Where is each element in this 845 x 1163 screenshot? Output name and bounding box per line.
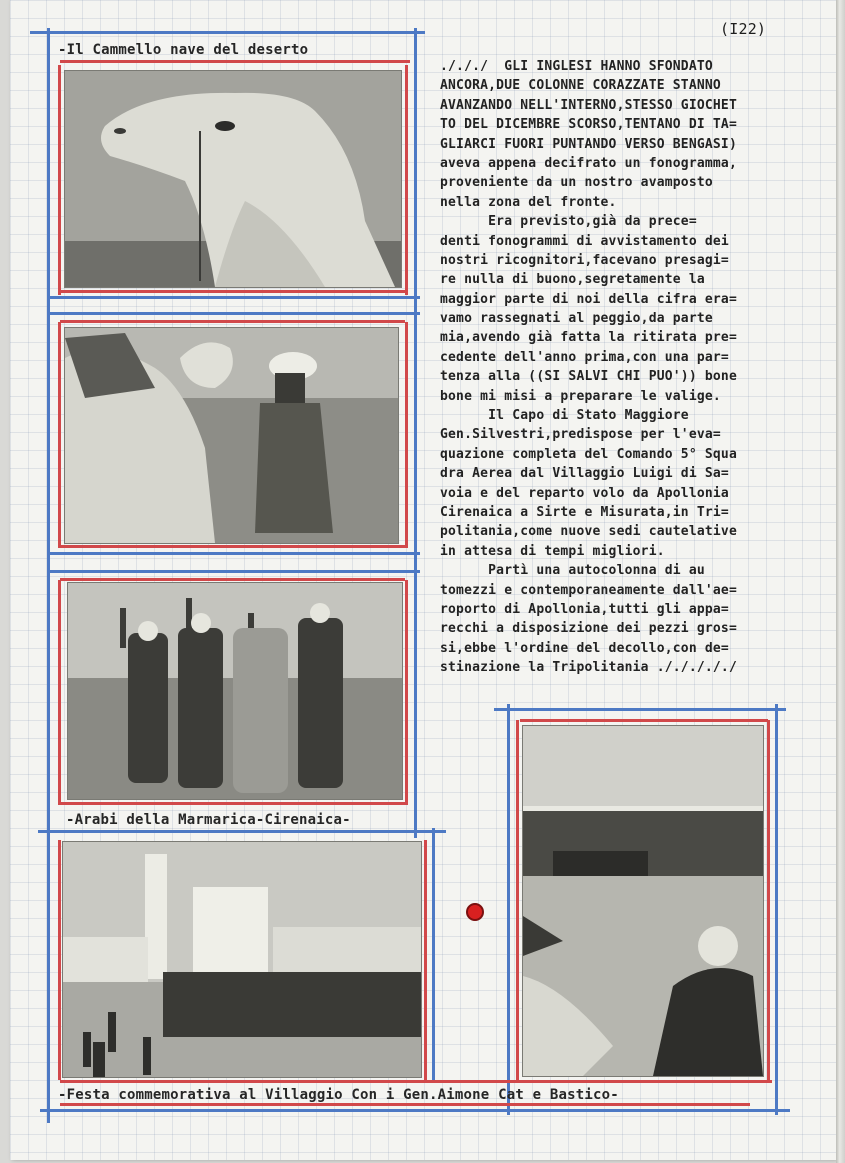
frame-line-blue-left	[47, 28, 50, 1123]
text-line: vamo rassegnati al peggio,da parte	[440, 311, 713, 327]
photo-festa-church	[62, 841, 422, 1078]
page-edge	[836, 0, 845, 1163]
text-line: AVANZANDO NELL'INTERNO,STESSO GIOCHET	[440, 97, 737, 113]
frame-line-red	[60, 545, 405, 548]
frame-line-red	[58, 322, 61, 548]
caption-festa: -Festa commemorativa al Villaggio Con i Gen.Aimone Cat e Bastico-	[58, 1087, 619, 1103]
text-line: ./././ GLI INGLESI HANNO SFONDATO	[440, 59, 713, 74]
text-line: nella zona del fronte.	[440, 194, 617, 210]
frame-line-blue-bottom	[40, 1109, 790, 1112]
page-number: (I22)	[720, 20, 767, 38]
text-line: mia,avendo già fatta la ritirata pre=	[440, 330, 737, 346]
text-line: bone mi misi a preparare le valige.	[440, 388, 721, 404]
text-line: maggior parte di noi della cifra era=	[440, 291, 737, 307]
text-line: GLIARCI FUORI PUNTANDO VERSO BENGASI)	[440, 136, 737, 152]
frame-line-red	[60, 578, 405, 581]
text-line: tomezzi e contemporaneamente dall'ae=	[440, 582, 737, 598]
frame-line-blue	[775, 704, 778, 1115]
frame-line-blue	[50, 296, 420, 299]
text-line: Cirenaica a Sirte e Misurata,in Tri=	[440, 504, 729, 520]
frame-line-red	[60, 802, 405, 805]
frame-line-red	[424, 840, 427, 1080]
text-line: recchi a disposizione dei pezzi gros=	[440, 621, 737, 637]
text-line: Partì una autocolonna di au	[440, 563, 705, 579]
text-line: voia e del reparto volo da Apollonia	[440, 485, 729, 501]
caption-camel: -Il Cammello nave del deserto	[58, 42, 309, 58]
frame-line-red-top	[60, 60, 410, 63]
frame-line-red	[58, 65, 61, 295]
frame-line-blue	[494, 708, 786, 711]
binder-hole	[466, 903, 484, 921]
photo-festa-ceremony	[522, 725, 764, 1077]
text-line: Gen.Silvestri,predispose per l'eva=	[440, 427, 721, 443]
frame-line-blue	[50, 570, 420, 573]
photo-arabs	[67, 582, 403, 800]
frame-line-red	[405, 322, 408, 548]
frame-line-red	[405, 65, 408, 295]
text-line: ANCORA,DUE COLONNE CORAZZATE STANNO	[440, 78, 721, 94]
frame-line-red	[58, 840, 61, 1080]
text-line: denti fonogrammi di avvistamento dei	[440, 233, 729, 249]
photo-camel-head	[64, 70, 402, 288]
frame-line-red	[767, 720, 770, 1080]
text-line: nostri ricognitori,facevano presagi=	[440, 252, 729, 268]
frame-line-red	[520, 719, 768, 722]
typed-text-block	[440, 57, 835, 678]
text-line: Era previsto,già da prece=	[440, 214, 697, 230]
frame-line-blue	[50, 552, 420, 555]
text-line: cedente dell'anno prima,con una par=	[440, 349, 729, 365]
text-line: quazione completa del Comando 5° Squa	[440, 446, 737, 462]
photo-camel-and-man	[64, 327, 399, 544]
text-line: si,ebbe l'ordine del decollo,con de=	[440, 640, 729, 656]
frame-line-red	[60, 290, 405, 293]
frame-line-red	[516, 720, 519, 1080]
frame-line-red-bottom	[60, 1103, 750, 1106]
text-line: dra Aerea dal Villaggio Luigi di Sa=	[440, 466, 729, 482]
text-line: in attesa di tempi migliori.	[440, 543, 665, 559]
text-line: tenza alla ((SI SALVI CHI PUO')) bone	[440, 369, 737, 385]
text-line: aveva appena decifrato un fonogramma,	[440, 155, 737, 171]
text-line: stinazione la Tripolitania ./././././	[440, 660, 737, 676]
text-line: TO DEL DICEMBRE SCORSO,TENTANO DI TA=	[440, 117, 737, 133]
text-line: Il Capo di Stato Maggiore	[440, 408, 689, 424]
frame-line-red	[405, 580, 408, 805]
frame-line-blue	[50, 312, 420, 315]
text-line: proveniente da un nostro avamposto	[440, 175, 713, 191]
frame-line-red	[60, 320, 405, 323]
caption-arabs: -Arabi della Marmarica-Cirenaica-	[66, 812, 351, 828]
frame-line-blue-right	[414, 28, 417, 838]
frame-line-red-bottom	[60, 1080, 772, 1083]
frame-line-blue	[432, 828, 435, 1080]
text-line: roporto di Apollonia,tutti gli appa=	[440, 601, 729, 617]
frame-line-blue	[507, 704, 510, 1115]
frame-line-blue	[38, 830, 446, 833]
frame-line-blue-top	[30, 31, 425, 34]
text-line: re nulla di buono,segretamente la	[440, 272, 705, 288]
text-line: politania,come nuove sedi cautelative	[440, 524, 737, 540]
frame-line-red	[58, 580, 61, 805]
